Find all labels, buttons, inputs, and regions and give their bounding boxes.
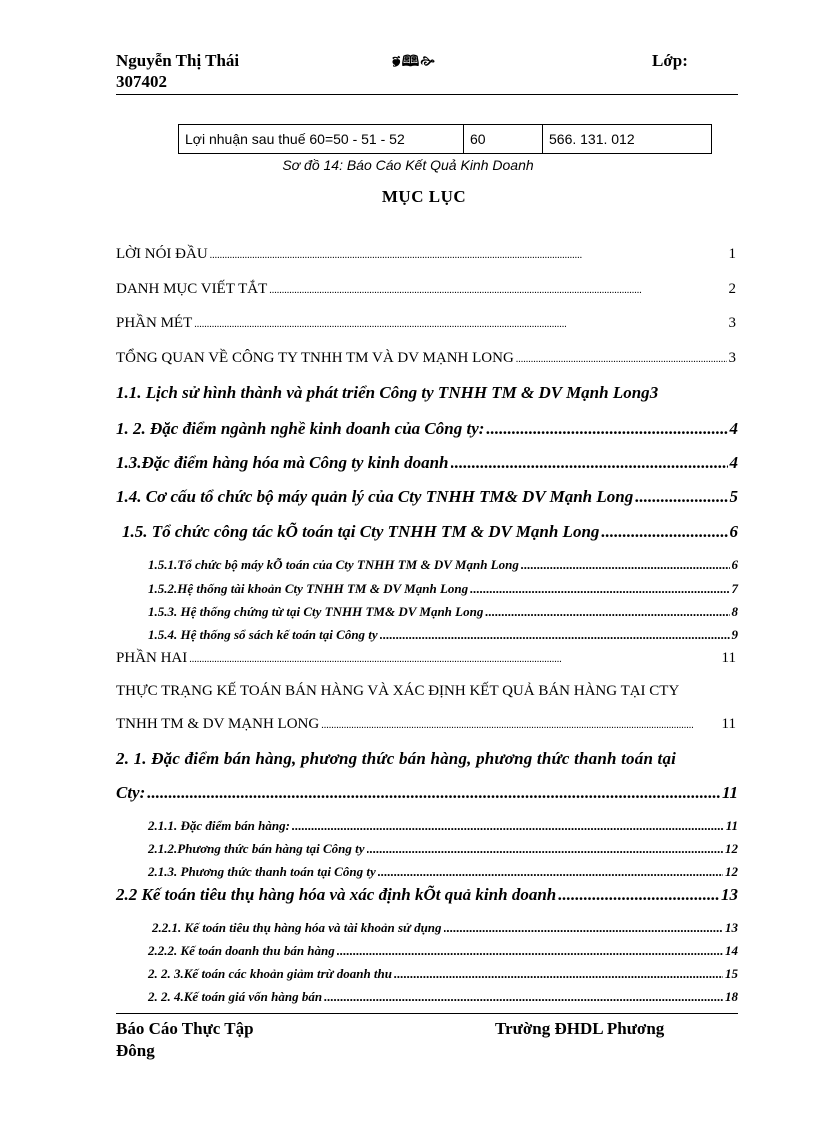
toc-entry-text: TNHH TM & DV MẠNH LONG [116,716,320,732]
toc-entry-page: 18 [725,989,738,1004]
toc-entry-page: 2 [728,281,736,297]
toc-entry [148,557,738,573]
toc-entry-text: 2. 2. 4.Kế toán giá vốn hàng bán [148,989,323,1004]
toc-leader [337,943,723,959]
toc-leader [521,557,730,573]
toc-entry-text: 1.4. Cơ cấu tổ chức bộ máy quản lý của Cty TNHH TM& DV Mạnh Long [116,487,634,506]
toc-leader [321,720,693,731]
toc-entry-page: 8 [731,604,738,619]
toc-leader [444,920,723,936]
toc-title: MỤC LỤC [381,187,467,206]
toc-leader [635,487,727,507]
header-rule [116,94,738,95]
toc-entry [116,749,676,769]
toc-entry [116,650,736,667]
toc-leader [324,989,723,1005]
toc-leader [194,319,566,330]
toc-entry-text: 2. 1. Đặc điểm bán hàng, phương thức bán hàng, phương thức thanh toán tại [116,749,677,768]
toc-entry [148,841,738,857]
toc-entry-text: 1.5.2.Hệ thống tài khoản Cty TNHH TM & DV Mạnh Long [148,581,469,596]
toc-entry-text: THỰC TRẠNG KẾ TOÁN BÁN HÀNG VÀ XÁC ĐỊNH KẾT QUẢ BÁN HÀNG TẠI CTY [116,683,680,699]
toc-entry-page: 3 [728,350,736,366]
table-row [179,125,712,154]
footer-report-title: Báo Cáo Thực Tập [116,1019,254,1038]
toc-entry-text: 1.3.Đặc điểm hàng hóa mà Công ty kinh doanh [116,453,449,472]
toc-entry [148,864,738,880]
toc-entry-page: 15 [725,966,738,981]
toc-entry [152,920,738,936]
toc-entry [148,943,738,959]
toc-entry [148,989,738,1005]
toc-entry-text: TỔNG QUAN VỀ CÔNG TY TNHH TM VÀ DV MẠNH LONG [116,350,514,366]
toc-entry [116,716,736,733]
toc-leader [210,250,582,261]
toc-entry-page: 9 [731,627,738,642]
toc-entry-text: 1. 2. Đặc điểm ngành nghề kinh doanh của Công ty: [116,419,485,438]
toc-entry-text: 1.5.3. Hệ thống chứng từ tại Cty TNHH TM& DV Mạnh Long [148,604,484,619]
toc-entry [148,604,738,620]
toc-leader [601,522,727,542]
toc-leader [394,966,723,982]
toc-leader [470,581,729,597]
toc-leader [516,354,727,365]
toc-entry-text: 2.1.2.Phương thức bán hàng tại Công ty [148,841,365,856]
toc-entry-text: 1.5.4. Hệ thống sổ sách kế toán tại Công ty [148,627,378,642]
toc-entry [116,383,738,403]
toc-entry-page: 12 [725,841,738,856]
toc-leader [292,818,724,834]
toc-entry [148,966,738,982]
toc-entry [116,350,736,367]
toc-entry [116,783,738,803]
toc-entry-page: 13 [725,920,738,935]
toc-entry-page: 7 [731,581,738,596]
toc-entry-text: PHẦN MÉT [116,315,193,331]
toc-entry-text: 1.1. Lịch sử hình thành và phát triển Công ty TNHH TM & DV Mạnh Long [116,383,650,402]
toc-entry [116,885,738,905]
toc-entry-page: 11 [725,818,738,833]
class-label: Lớp: [652,51,688,70]
toc-entry-page: 1 [728,246,736,262]
toc-entry-page: 11 [721,650,736,666]
toc-entry-page: 12 [725,864,738,879]
toc-entry-text: LỜI NÓI ĐẦU [116,246,208,262]
toc-leader [485,604,729,620]
toc-entry-text: 2.1.1. Đặc điểm bán hàng: [148,818,290,833]
toc-entry-page: 6 [731,557,738,572]
toc-leader [147,783,720,803]
toc-entry [148,581,738,597]
toc-leader [558,885,719,905]
toc-leader [269,285,641,296]
toc-entry [116,419,738,439]
toc-leader [380,627,730,643]
toc-entry-page: 3 [649,383,659,402]
toc-entry-page: 14 [725,943,738,958]
profit-code-cell: 60 [464,125,543,154]
footer-university: Trường ĐHDL Phương [495,1019,665,1038]
toc-leader [486,419,727,439]
toc-entry-text: PHẦN HAI [116,650,188,666]
toc-entry-page: 5 [729,487,738,506]
toc-entry-text: 2. 2. 3.Kế toán các khoản giảm trừ doanh thu [148,966,392,981]
toc-leader [451,453,728,473]
toc-entry [116,487,738,507]
toc-entry-text: DANH MỤC VIẾT TẮT [116,281,268,297]
toc-entry-text: 2.2.1. Kế toán tiêu thụ hàng hóa và tài khoản sử dụng [152,920,442,935]
toc-entry [116,281,736,298]
toc-entry [122,522,738,542]
toc-leader [378,864,723,880]
toc-entry-text: 2.2 Kế toán tiêu thụ hàng hóa và xác định kÕt quả kinh doanh [116,885,557,904]
toc-entry-page: 6 [729,522,738,541]
toc-entry [116,246,736,263]
profit-table [178,124,712,154]
toc-entry-page: 4 [729,453,738,472]
toc-entry [148,627,738,643]
toc-entry-page: 13 [721,885,738,904]
profit-amount-cell: 566. 131. 012 [543,125,712,154]
toc-entry-text: 1.5. Tổ chức công tác kÕ toán tại Cty TNHH TM & DV Mạnh Long [122,522,600,541]
toc-entry-text: 2.2.2. Kế toán doanh thu bán hàng [148,943,335,958]
author-name: Nguyễn Thị Thái [116,51,240,70]
toc-entry [116,453,738,473]
footer-report-title-wrap: Đông [116,1041,155,1060]
toc-entry-text: Cty: [116,783,146,802]
toc-entry [148,818,738,834]
toc-entry-page: 11 [721,783,738,802]
toc-entry-page: 3 [728,315,736,331]
book-ornament-icon: 🙘🕮🙚 [392,54,436,70]
toc-entry-text: 2.1.3. Phương thức thanh toán tại Công ty [148,864,376,879]
toc-leader [367,841,723,857]
toc-entry [116,683,679,700]
toc-entry [116,315,736,332]
profit-label-cell: Lợi nhuận sau thuế 60=50 - 51 - 52 [179,125,464,154]
figure-caption: Sơ đồ 14: Báo Cáo Kết Quả Kinh Doanh [282,157,534,173]
footer-rule [116,1013,738,1014]
student-id: 307402 [116,72,167,91]
toc-entry-text: 1.5.1.Tổ chức bộ máy kÕ toán của Cty TNHH TM & DV Mạnh Long [148,557,519,572]
toc-leader [189,654,561,665]
toc-entry-page: 4 [729,419,738,438]
toc-entry-page: 11 [721,716,736,732]
